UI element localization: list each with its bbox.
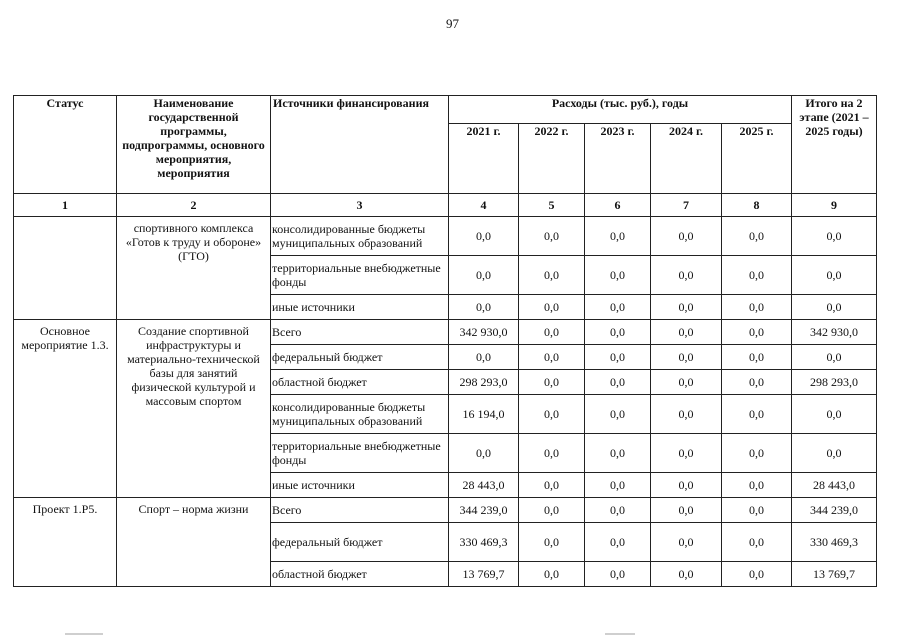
scan-artifact <box>65 633 103 635</box>
value-cell: 0,0 <box>519 320 585 345</box>
value-cell: 13 769,7 <box>449 562 519 587</box>
source-cell: областной бюджет <box>271 562 449 587</box>
event-name-cell: Создание спортивной инфраструктуры и материально-технической базы для занятий физической культурой и массовым спортом <box>117 320 271 498</box>
value-cell: 0,0 <box>585 217 651 256</box>
value-cell: 0,0 <box>585 256 651 295</box>
header-year: 2022 г. <box>519 124 585 194</box>
value-cell: 0,0 <box>519 370 585 395</box>
value-cell: 0,0 <box>651 370 722 395</box>
status-cell: Основное мероприятие 1.3. <box>14 320 117 498</box>
value-cell: 0,0 <box>585 345 651 370</box>
value-cell: 0,0 <box>585 473 651 498</box>
value-cell: 0,0 <box>519 473 585 498</box>
value-cell: 0,0 <box>722 498 792 523</box>
header-year: 2025 г. <box>722 124 792 194</box>
value-cell: 0,0 <box>449 345 519 370</box>
value-cell: 0,0 <box>722 473 792 498</box>
value-cell: 0,0 <box>519 295 585 320</box>
total-cell: 0,0 <box>792 434 877 473</box>
value-cell: 330 469,3 <box>449 523 519 562</box>
value-cell: 0,0 <box>585 434 651 473</box>
total-cell: 342 930,0 <box>792 320 877 345</box>
total-cell: 330 469,3 <box>792 523 877 562</box>
total-cell: 298 293,0 <box>792 370 877 395</box>
source-cell: Всего <box>271 320 449 345</box>
column-number: 1 <box>14 194 117 217</box>
total-cell: 0,0 <box>792 295 877 320</box>
value-cell: 0,0 <box>651 295 722 320</box>
value-cell: 0,0 <box>722 295 792 320</box>
value-cell: 0,0 <box>722 562 792 587</box>
value-cell: 0,0 <box>519 434 585 473</box>
value-cell: 0,0 <box>651 320 722 345</box>
total-cell: 0,0 <box>792 217 877 256</box>
value-cell: 0,0 <box>722 345 792 370</box>
column-number: 9 <box>792 194 877 217</box>
status-cell <box>14 217 117 320</box>
source-cell: консолидированные бюджеты муниципальных образований <box>271 217 449 256</box>
value-cell: 0,0 <box>585 370 651 395</box>
value-cell: 0,0 <box>722 217 792 256</box>
header-status: Статус <box>14 96 117 194</box>
value-cell: 0,0 <box>585 295 651 320</box>
value-cell: 0,0 <box>651 434 722 473</box>
value-cell: 0,0 <box>519 256 585 295</box>
header-expenses: Расходы (тыс. руб.), годы <box>449 96 792 124</box>
source-cell: консолидированные бюджеты муниципальных образований <box>271 395 449 434</box>
column-number: 5 <box>519 194 585 217</box>
total-cell: 344 239,0 <box>792 498 877 523</box>
column-number: 2 <box>117 194 271 217</box>
value-cell: 0,0 <box>519 523 585 562</box>
status-cell: Проект 1.P5. <box>14 498 117 587</box>
value-cell: 0,0 <box>651 256 722 295</box>
value-cell: 0,0 <box>651 217 722 256</box>
value-cell: 28 443,0 <box>449 473 519 498</box>
value-cell: 0,0 <box>449 295 519 320</box>
value-cell: 0,0 <box>722 320 792 345</box>
source-cell: территориальные внебюджетные фонды <box>271 434 449 473</box>
total-cell: 0,0 <box>792 345 877 370</box>
column-number: 8 <box>722 194 792 217</box>
source-cell: иные источники <box>271 473 449 498</box>
scan-artifact <box>605 633 635 635</box>
funding-table <box>13 95 877 587</box>
value-cell: 0,0 <box>585 562 651 587</box>
value-cell: 0,0 <box>585 498 651 523</box>
value-cell: 0,0 <box>651 523 722 562</box>
value-cell: 0,0 <box>722 523 792 562</box>
source-cell: территориальные внебюджетные фонды <box>271 256 449 295</box>
total-cell: 13 769,7 <box>792 562 877 587</box>
table-row <box>14 320 877 345</box>
value-cell: 0,0 <box>585 320 651 345</box>
source-cell: Всего <box>271 498 449 523</box>
column-number: 6 <box>585 194 651 217</box>
value-cell: 0,0 <box>651 562 722 587</box>
total-cell: 0,0 <box>792 395 877 434</box>
source-cell: федеральный бюджет <box>271 523 449 562</box>
value-cell: 0,0 <box>519 217 585 256</box>
column-number: 7 <box>651 194 722 217</box>
table-row <box>14 498 877 523</box>
column-number: 3 <box>271 194 449 217</box>
event-name-cell: спортивного комплекса «Готов к труду и обороне» (ГТО) <box>117 217 271 320</box>
value-cell: 0,0 <box>722 256 792 295</box>
value-cell: 0,0 <box>519 498 585 523</box>
value-cell: 0,0 <box>519 395 585 434</box>
value-cell: 0,0 <box>651 395 722 434</box>
header-year: 2024 г. <box>651 124 722 194</box>
table-row <box>14 217 877 256</box>
header-total: Итого на 2 этапе (2021 – 2025 годы) <box>792 96 877 194</box>
value-cell: 0,0 <box>651 345 722 370</box>
source-cell: областной бюджет <box>271 370 449 395</box>
header-sources: Источники финансирования <box>271 96 449 194</box>
event-name-cell: Спорт – норма жизни <box>117 498 271 587</box>
value-cell: 16 194,0 <box>449 395 519 434</box>
source-cell: федеральный бюджет <box>271 345 449 370</box>
source-cell: иные источники <box>271 295 449 320</box>
value-cell: 0,0 <box>722 434 792 473</box>
value-cell: 344 239,0 <box>449 498 519 523</box>
header-name: Наименование государственной программы, подпрограммы, основного мероприятия, мероприятия <box>117 96 271 194</box>
page-number: 97 <box>446 16 459 31</box>
value-cell: 0,0 <box>722 370 792 395</box>
value-cell: 0,0 <box>449 256 519 295</box>
header-year: 2023 г. <box>585 124 651 194</box>
header-year: 2021 г. <box>449 124 519 194</box>
value-cell: 342 930,0 <box>449 320 519 345</box>
value-cell: 0,0 <box>519 345 585 370</box>
total-cell: 0,0 <box>792 256 877 295</box>
value-cell: 0,0 <box>585 523 651 562</box>
value-cell: 0,0 <box>519 562 585 587</box>
value-cell: 0,0 <box>449 434 519 473</box>
value-cell: 0,0 <box>651 498 722 523</box>
value-cell: 0,0 <box>722 395 792 434</box>
value-cell: 298 293,0 <box>449 370 519 395</box>
value-cell: 0,0 <box>651 473 722 498</box>
total-cell: 28 443,0 <box>792 473 877 498</box>
value-cell: 0,0 <box>585 395 651 434</box>
column-number: 4 <box>449 194 519 217</box>
value-cell: 0,0 <box>449 217 519 256</box>
